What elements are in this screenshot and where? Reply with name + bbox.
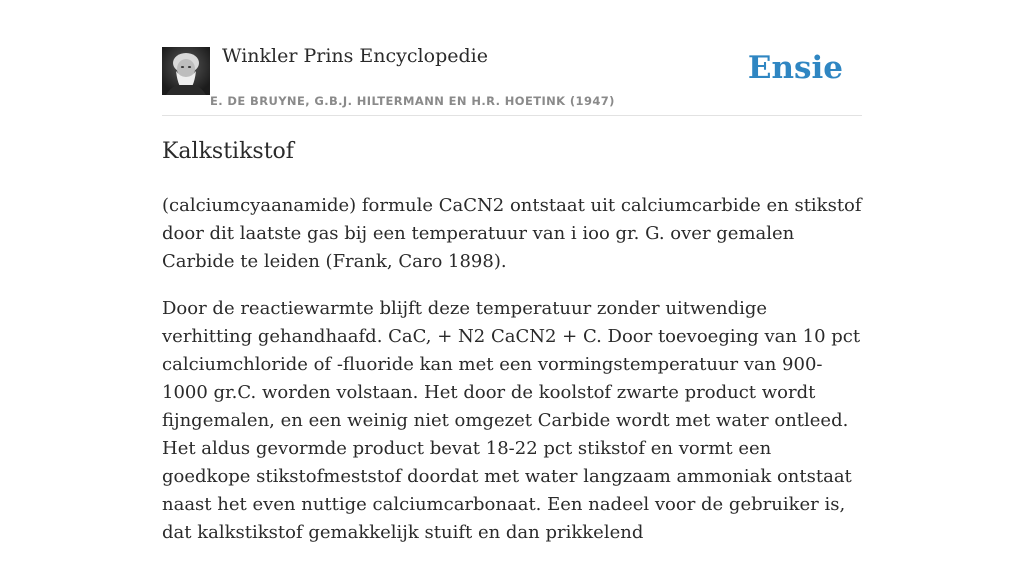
ensie-logo[interactable]: Ensie bbox=[747, 50, 843, 86]
source-title[interactable]: Winkler Prins Encyclopedie bbox=[222, 45, 488, 67]
source-header bbox=[162, 0, 862, 116]
author-avatar[interactable] bbox=[162, 47, 210, 95]
article-title: Kalkstikstof bbox=[162, 139, 294, 164]
article-paragraph: Door de reactiewarmte blijft deze temperatuur zonder uitwendige verhitting gehandhaafd. CaC, + N2 CaCN2 + C. Door toevoeging van 10 pct calciumchloride of -fluoride kan met een vormingstemperatuur van 900-1000 gr.C. worden volstaan. Het door de koolstof zwarte product wordt fijngemalen, en een weinig niet omgezet Carbide wordt met water ontleed. Het aldus gevormde product bevat 18-22 pct stikstof en vormt een goedkope stikstofmeststof doordat met water langzaam ammoniak ontstaat naast het even nuttige calciumcarbonaat. Een nadeel voor de gebruiker is, dat kalkstikstof gemakkelijk stuift en dan prikkelend bbox=[162, 298, 861, 543]
source-authors: E. DE BRUYNE, G.B.J. HILTERMANN EN H.R. HOETINK (1947) bbox=[210, 94, 615, 108]
article-body bbox=[162, 192, 862, 566]
portrait-image bbox=[162, 47, 210, 95]
article-container bbox=[162, 0, 862, 543]
article-paragraph: (calciumcyaanamide) formule CaCN2 ontstaat uit calciumcarbide en stikstof door dit laatste gas bij een temperatuur van i ioo gr. G. over gemalen Carbide te leiden (Frank, Caro 1898). bbox=[162, 195, 862, 272]
